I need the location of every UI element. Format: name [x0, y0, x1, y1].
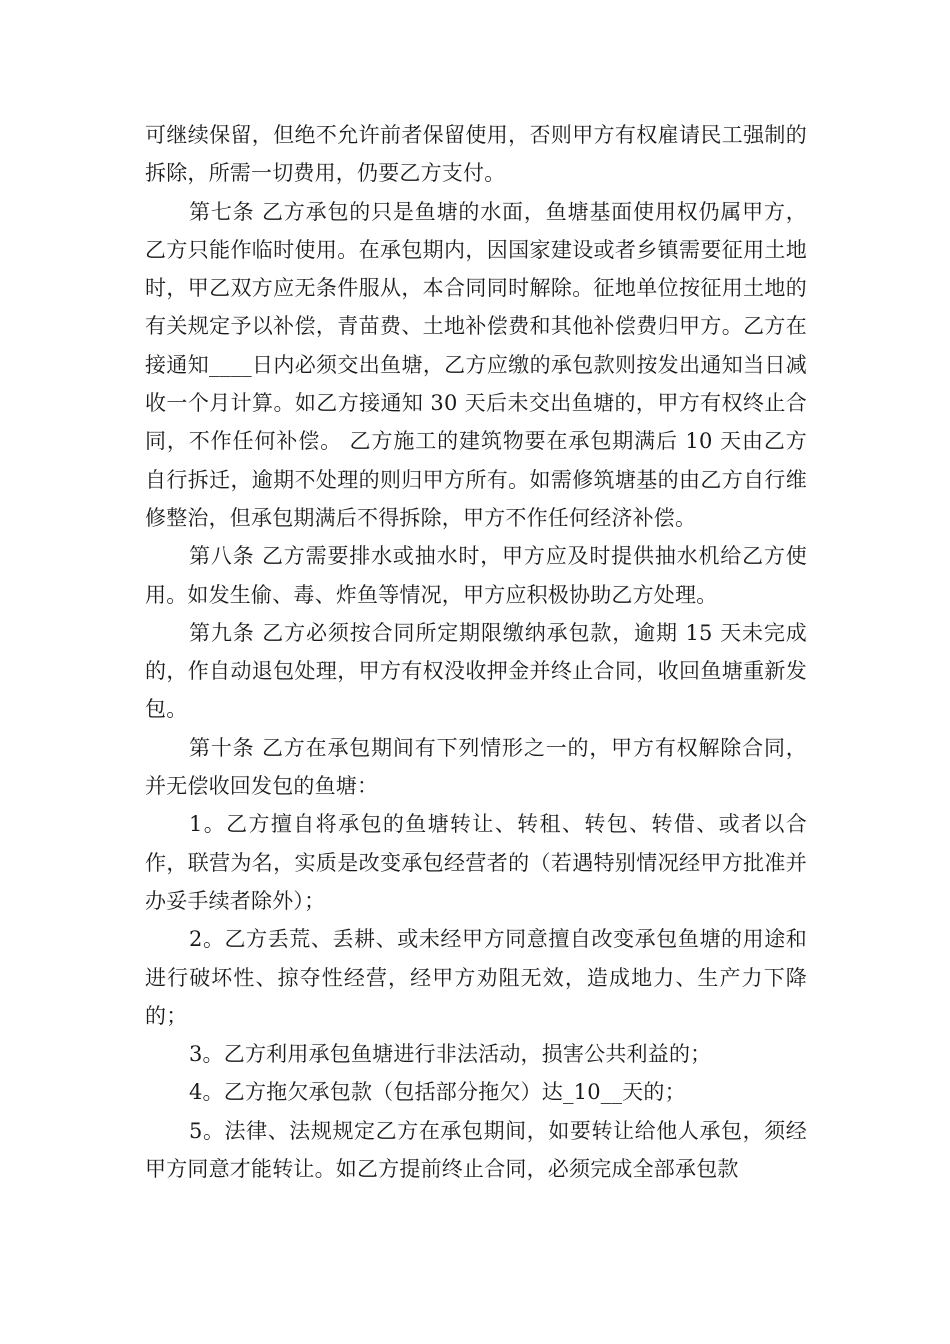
paragraph-article-7: 第七条 乙方承包的只是鱼塘的水面，鱼塘基面使用权仍属甲方，乙方只能作临时使用。在承包期内，因国家建设或者乡镇需要征用土地时，甲乙双方应无条件服从，本合同同时解除。征地单位按征用土地的有关规定予以补偿，青苗费、土地补偿费和其他补偿费归甲方。乙方在接通知____日内必须交出鱼塘，乙方应缴的承包款则按发出通知当日减收一个月计算。如乙方接通知 30 天后未交出鱼塘的，甲方有权终止合同，不作任何补偿。 乙方施工的建筑物要在承包期满后 10 天由乙方自行拆迁，逾期不处理的则归甲方所有。如需修筑塘基的由乙方自行维修整治，但承包期满后不得拆除，甲方不作任何经济补偿。 — [145, 199, 807, 530]
paragraph-article-9: 第九条 乙方必须按合同所定期限缴纳承包款，逾期 15 天未完成的，作自动退包处理，甲方有权没收押金并终止合同，收回鱼塘重新发包。 — [145, 620, 807, 722]
list-item-3: 3。乙方利用承包鱼塘进行非法活动，损害公共利益的； — [189, 1042, 712, 1067]
list-item-5: 5。法律、法规规定乙方在承包期间，如要转让给他人承包，须经甲方同意才能转让。如乙方提前终止合同，必须完成全部承包款 — [145, 1118, 807, 1182]
paragraph-article-8: 第八条 乙方需要排水或抽水时，甲方应及时提供抽水机给乙方使用。如发生偷、毒、炸鱼等情况，甲方应积极协助乙方处理。 — [145, 544, 807, 607]
list-item-2: 2。乙方丢荒、丢耕、或未经甲方同意擅自改变承包鱼塘的用途和进行破坏性、掠夺性经营，经甲方劝阻无效，造成地力、生产力下降的； — [145, 927, 807, 1028]
list-item-1: 1。乙方擅自将承包的鱼塘转让、转租、转包、转借、或者以合作，联营为名，实质是改变承包经营者的（若遇特别情况经甲方批准并办妥手续者除外）； — [145, 812, 807, 913]
paragraph-article-10: 第十条 乙方在承包期间有下列情形之一的，甲方有权解除合同，并无偿收回发包的鱼塘： — [145, 735, 807, 799]
list-item-4: 4。乙方拖欠承包款（包括部分拖欠）达_10__天的； — [189, 1080, 686, 1105]
document-body — [145, 116, 807, 1188]
paragraph-continuation: 可继续保留，但绝不允许前者保留使用，否则甲方有权雇请民工强制的拆除，所需一切费用，仍要乙方支付。 — [145, 123, 807, 186]
